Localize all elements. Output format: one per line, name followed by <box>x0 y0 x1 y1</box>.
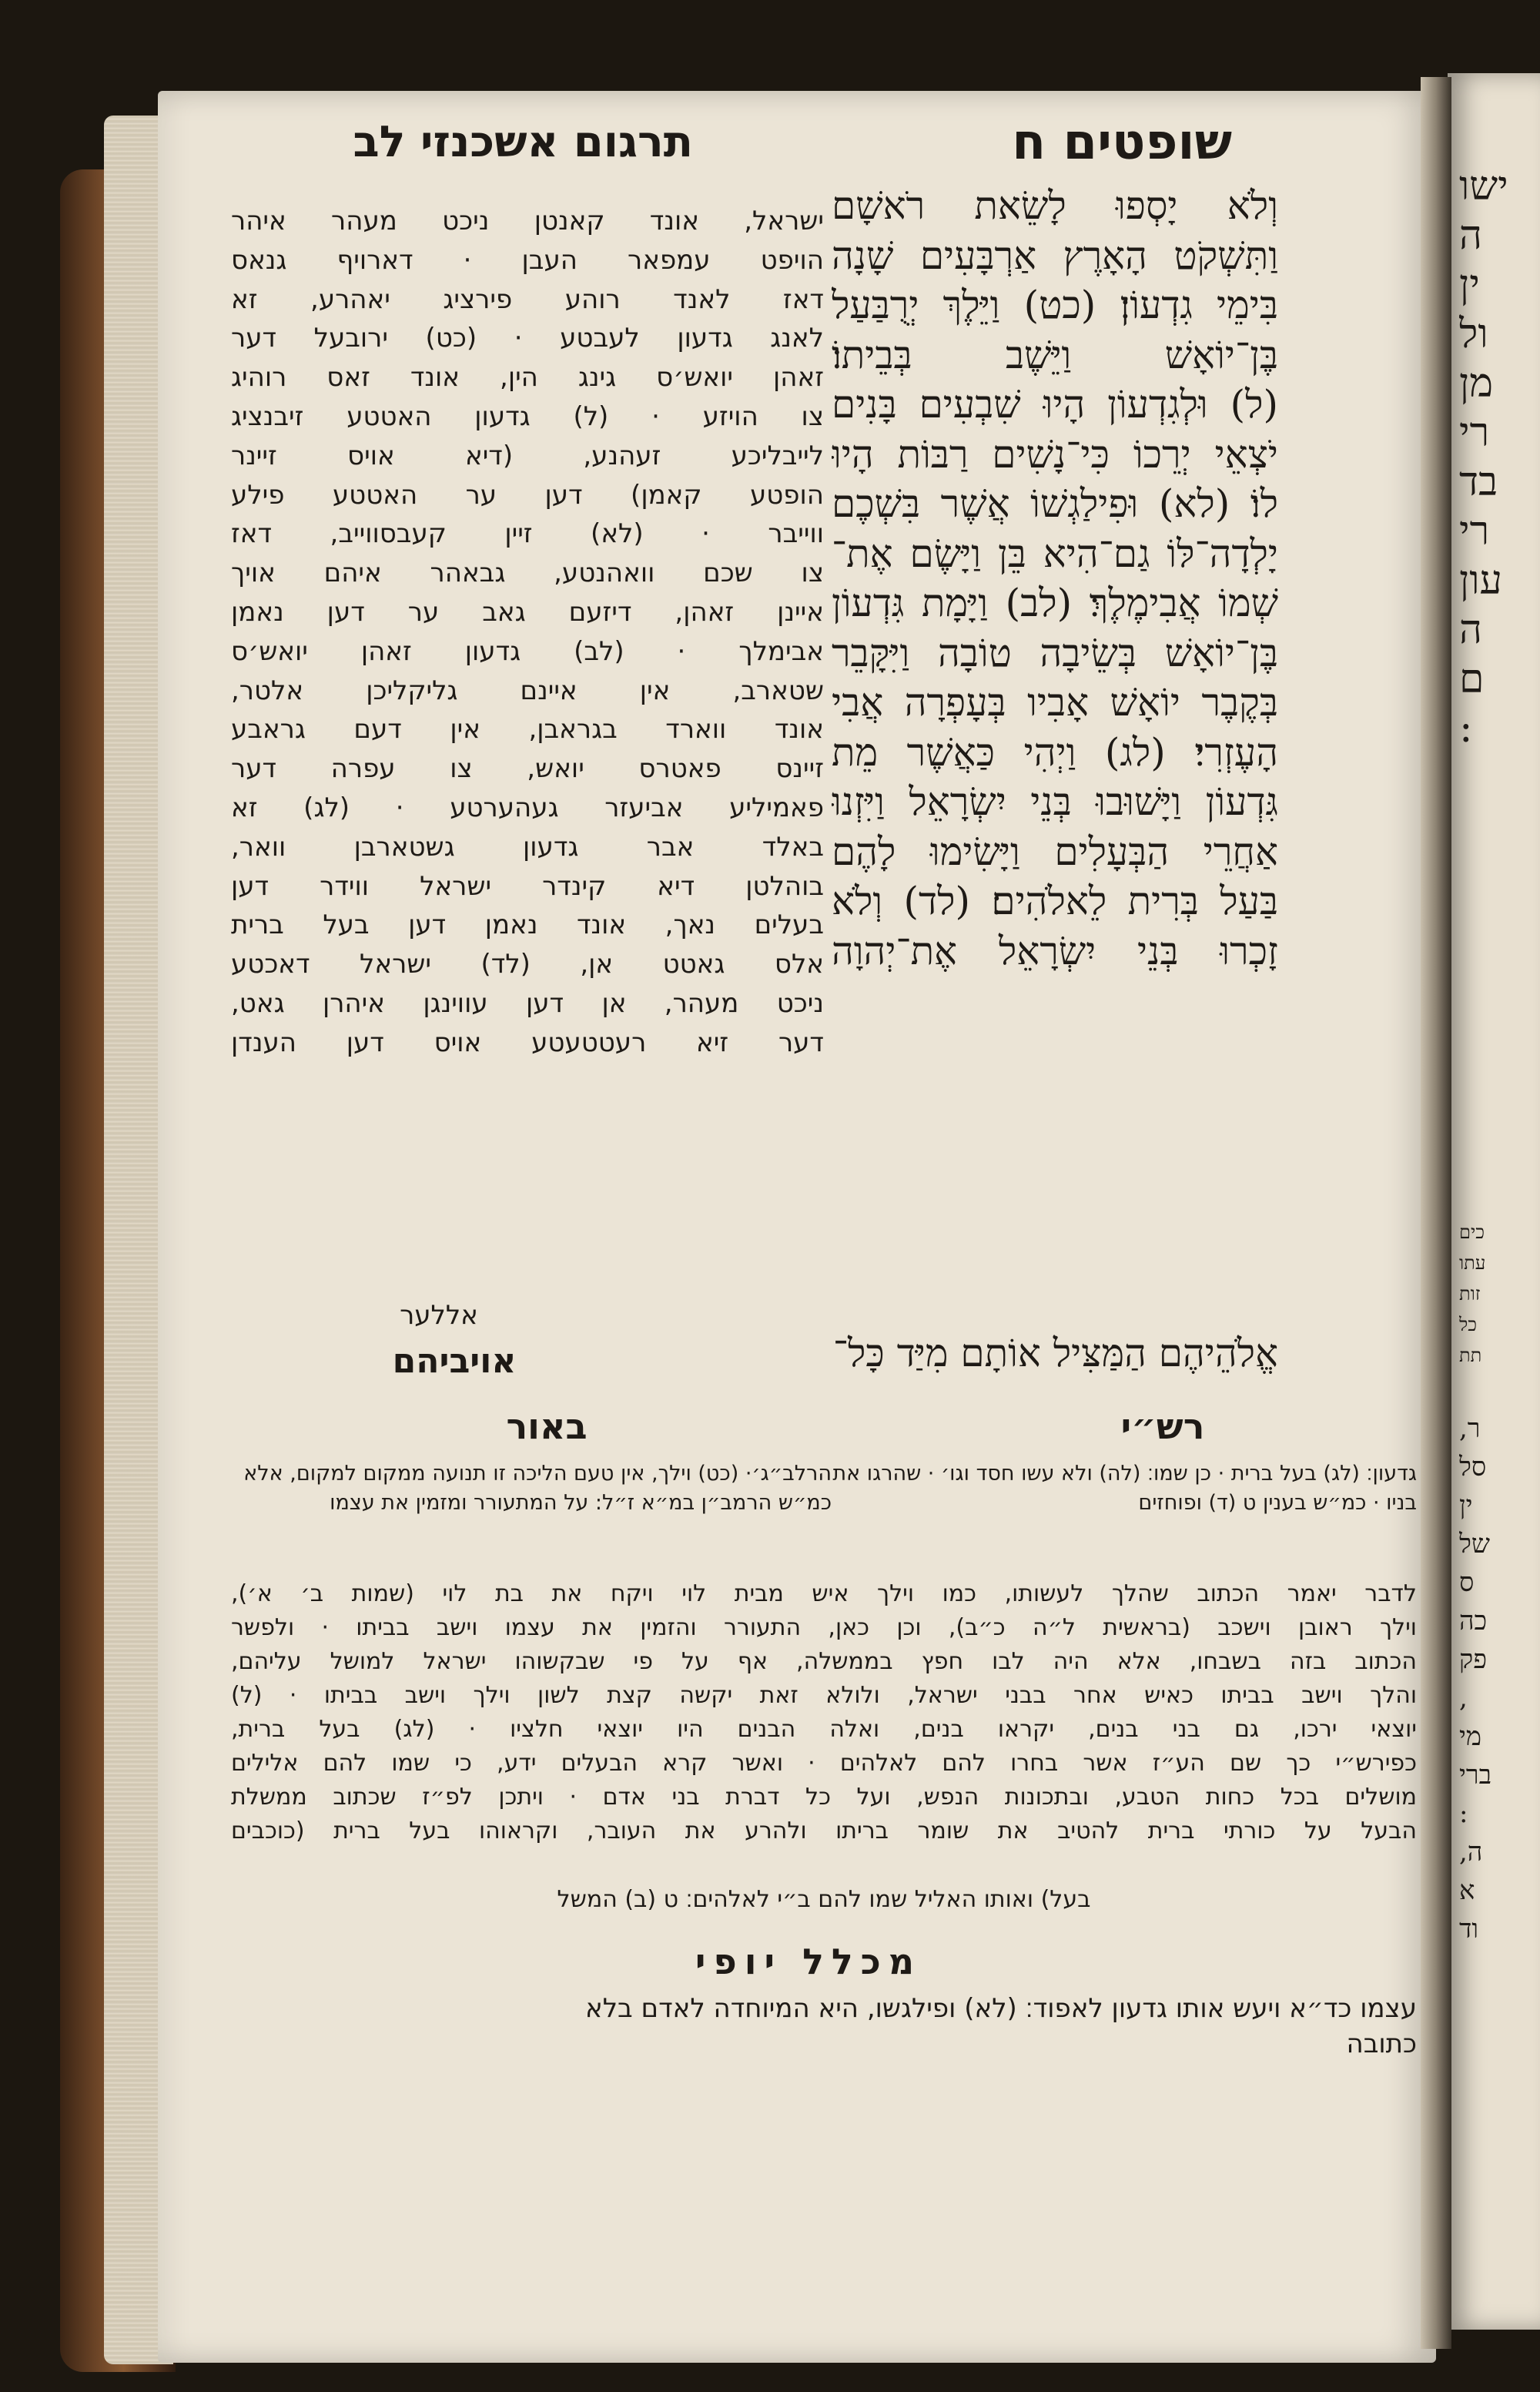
book-gutter <box>1421 77 1451 2349</box>
facing-page-note-line: כל <box>1459 1314 1477 1335</box>
mikhlal-yofi-heading: מכלל יופי <box>695 1941 922 1982</box>
verse-final-line: אֱלֹהֵיהֶם הַמַּצִּיל אוֹתָם מִיַּד כָּל־ <box>832 1331 1278 1375</box>
facing-page-commentary-line: וד <box>1459 1914 1479 1945</box>
running-head-section: תרגום אשכנזי לב <box>353 117 693 167</box>
beur-line: יוצאי ירכו, גם בני בנים, יקראו בנים, ואלה הבנים היו יוצאי חלציו · (לג) בעל ברית, <box>231 1716 1417 1743</box>
verse-line: בַּעַל בְּרִית לֵאלֹהִים׃ (לד) וְלֹא <box>832 879 1278 923</box>
facing-page-line: ם <box>1459 656 1485 702</box>
verse-line: יֹצְאֵי יְרֵכוֹ כִּי־נָשִׁים רַבּוֹת הָיוּ <box>832 431 1278 477</box>
verse-line: בֶּן־יוֹאָשׁ וַיֵּשֶׁב בְּבֵיתוֹ׃ <box>832 332 1278 377</box>
facing-page-commentary-line: א <box>1459 1875 1475 1906</box>
beur-line: הכתוב בזה בשבחו, אלא היה לבו חפץ בממשלה, אף על פי שבקשוהו ישראל למושל עליהם, <box>231 1648 1417 1675</box>
facing-page-commentary-line: כה <box>1459 1606 1488 1637</box>
facing-page-notes <box>1459 1217 1540 1371</box>
facing-page-commentary-line: של <box>1459 1529 1490 1559</box>
facing-page-line: ול <box>1459 311 1488 357</box>
beur-heading: באור <box>506 1405 588 1447</box>
facing-page-line: ישו <box>1459 163 1508 209</box>
facing-page-commentary-line: ה, <box>1459 1837 1483 1868</box>
verse-line: גִּדְעוֹן וַיָּשׁוּבוּ בְּנֵי יִשְׂרָאֵל וַיִּזְנוּ <box>832 779 1278 824</box>
beur-commentary-intro: הרלב״ג׳· (כט) וילך, אין טעם הליכה זו תנועה ממקום למקום, אלא כמ״ש הרמב״ן במ״א ז״ל: על המתעורר ומזמין את עצמו <box>243 1462 832 1515</box>
facing-page-line: מן <box>1459 360 1494 407</box>
facing-page-line: בד <box>1459 459 1498 505</box>
translation-line: בוהלטן דיא קינדר ישראל ווידר דען <box>231 870 824 902</box>
translation-line: הויפט עמפאר העבן · דארויף גנאס <box>231 244 824 276</box>
catchword: אויביהם <box>392 1342 517 1381</box>
facing-page-commentary-line: ס <box>1459 1567 1475 1598</box>
facing-page-line: : <box>1459 705 1473 752</box>
translation-line: בעלים נאך, אונד נאמן דען בעל ברית <box>231 910 824 941</box>
verse-line: בְּקֶבֶר יוֹאָשׁ אָבִיו בְּעָפְרָה אֲבִי <box>832 680 1278 725</box>
beur-line: והלך וישב בביתו כאיש אחר בבני ישראל, ולולא זאת יקשה קצת לשון וילך וישב בביתו · (ל) <box>231 1682 1417 1709</box>
verse-line: בֶּן־יוֹאָשׁ בְּשֵׂיבָה טוֹבָה וַיִּקָּבֵר <box>832 630 1278 675</box>
facing-page-note-line: תת <box>1459 1345 1482 1366</box>
beur-line: וילך ראובן וישכב (בראשית ל״ה כ״ב), וכן כאן, התעורר והזמין את עצמו וישב בביתו · ולפשר <box>231 1614 1417 1641</box>
facing-page-line: ה <box>1459 607 1482 653</box>
translation-line: ווייבר · (לא) זיין קעבסווייב, דאז <box>231 518 824 550</box>
verse-line: בִּימֵי גִדְעוֹן׃ (כט) וַיֵּלֶךְ יְרֻבַּעַל <box>832 283 1278 327</box>
translation-line: זיינס פאטרס יואש, צו עפרה דער <box>231 753 824 785</box>
facing-page-line: רי <box>1459 410 1490 456</box>
facing-page-note-line: זות <box>1459 1283 1481 1305</box>
translation-column <box>231 202 824 1334</box>
translation-line: דאז לאנד רוהע פירציג יאהרע, זא <box>231 283 824 315</box>
translation-line: צו שכם וואהנטע, גבאהר איהם אויך <box>231 558 824 589</box>
rashi-heading: רש״י <box>1120 1405 1205 1447</box>
facing-page-commentary <box>1459 1409 1540 1948</box>
facing-page-line: רי <box>1459 508 1490 554</box>
verse-line: אַחֲרֵי הַבְּעָלִים וַיָּשִׂימוּ לָהֶם <box>832 829 1278 874</box>
facing-page-commentary-line: סל <box>1459 1452 1487 1482</box>
verse-line: וַתִּשְׁקֹט הָאָרֶץ אַרְבָּעִים שָׁנָה <box>832 233 1278 278</box>
facing-page-text <box>1459 162 1540 753</box>
facing-page-note-line: עתו <box>1459 1252 1486 1274</box>
beur-commentary <box>231 1577 1417 1848</box>
mikhlal-line: כתובה <box>1346 2029 1417 2059</box>
translation-line: דער זיא רעטטעטע אויס דען הענדן <box>231 1027 824 1058</box>
mikhlal-line: עצמו כד״א ויעש אותו גדעון לאפוד׃ (לא) ופילגשו, היא המיוחדה לאדם בלא <box>585 1993 1417 2024</box>
translation-line: אונד ווארד בגראבן, אין דעם גראבע <box>231 714 824 745</box>
facing-page-commentary-line: , <box>1459 1683 1468 1714</box>
mikhlal-yofi-commentary <box>293 1991 1417 2062</box>
translation-line: ניכט מעהר, אן דען עווינגן איהרן גאט, <box>231 987 824 1019</box>
verse-line: וְלֹא יָסְפוּ לָשֵׂאת רֹאשָׁם <box>832 183 1278 228</box>
facing-page-commentary-line: פק <box>1459 1644 1488 1675</box>
verse-column <box>832 181 1278 1321</box>
translation-line: פאמיליע אביעזר געהערטע · (לג) זא <box>231 792 824 823</box>
rashi-commentary: גדעון׃ (לג) בעל ברית · כן שמו׃ (לה) ולא עשו חסד וגו׳ · שהרגו את בניו · כמ״ש בענין ט (ד) ופוחזים <box>832 1462 1417 1515</box>
translation-line: לייבליכע זעהנע, (דיא אויס זיינר <box>231 440 824 471</box>
facing-page-line: ה <box>1459 213 1482 259</box>
facing-page-commentary-line: : <box>1459 1798 1468 1829</box>
verse-line: יָלְדָה־לּוֹ גַם־הִיא בֵּן וַיָּשֶׂם אֶת־ <box>832 531 1278 576</box>
beur-commentary-tail: בעל) ואותו האליל שמו להם ב״י לאלהים׃ ט (ב) המשל <box>557 1886 1091 1913</box>
facing-page-commentary-line: ר, <box>1459 1413 1481 1444</box>
verse-line: לוֹ׃ (לא) וּפִילַגְשׁוֹ אֲשֶׁר בִּשְׁכֶם <box>832 481 1278 526</box>
translation-line: זאהן יואש׳ס גינג הין, אונד זאס רוהיג <box>231 362 824 394</box>
verse-line: הָעֶזְרִי׃ (לג) וַיְהִי כַּאֲשֶׁר מֵת <box>832 729 1278 775</box>
facing-page-line: עון <box>1459 558 1502 604</box>
translation-line: איינן זאהן, דיזעם גאב ער דען נאמן <box>231 596 824 628</box>
translation-line: לאנג גדעון לעבטע · (כט) ירובעל דער <box>231 323 824 354</box>
beur-line: לדבר יאמר הכתוב שהלך לעשותו, כמו וילך איש מבית לוי ויקח את בת לוי (שמות ב׳ א׳), <box>231 1580 1417 1607</box>
facing-page-line: ין <box>1459 262 1480 308</box>
verse-line: שְׁמוֹ אֲבִימֶלֶךְ׃ (לב) וַיָּמָת גִּדְעוֹן <box>832 581 1278 625</box>
translation-last-word: אללער <box>400 1300 478 1331</box>
running-head-book: שופטים ח <box>1012 114 1232 171</box>
verse-line: (ל) וּלְגִדְעוֹן הָיוּ שִׁבְעִים בָּנִים <box>832 382 1278 427</box>
verse-line: זָכְרוּ בְּנֵי יִשְׂרָאֵל אֶת־יְהוָה <box>832 928 1278 973</box>
beur-line: כפירש״י כך שם הע״ז אשר בחרו להם לאלהים · ואשר קרא הבעלים ידע, כי שמו להם אלילים <box>231 1750 1417 1777</box>
facing-page-note-line: כים <box>1459 1221 1485 1243</box>
facing-page-commentary-line: ין <box>1459 1490 1473 1521</box>
beur-line: הבעל על כורתי ברית להטיב את שומר בריתו ולהרע את העובר, וקראוהו בעל ברית (כוכבים <box>231 1817 1417 1844</box>
translation-line: צו הויזע · (ל) גדעון האטטע זיבנציג <box>231 400 824 432</box>
facing-page-commentary-line: מי <box>1459 1721 1482 1752</box>
translation-line: אבימלך · (לב) גדעון זאהן יואש׳ס <box>231 635 824 667</box>
beur-line: מושלים בכל כחות הטבע, ובתכונות הנפש, ועל כל דברת בני אדם · ויתכן לפ״ז שכתוב ממשלת <box>231 1784 1417 1811</box>
translation-line: ישראל, אונד קאנטן ניכט מעהר איהר <box>231 206 824 236</box>
translation-line: שטארב, אין איינם גליקליכן אלטר, <box>231 675 824 706</box>
translation-line: אלס גאטט אן, (לד) ישראל דאכטע <box>231 949 824 980</box>
translation-line: באלד אבר גדעון גשטארבן וואר, <box>231 831 824 863</box>
translation-line: הופטע קאמן) דען ער האטטע פילע <box>231 479 824 511</box>
facing-page-commentary-line: ברי <box>1459 1760 1492 1791</box>
